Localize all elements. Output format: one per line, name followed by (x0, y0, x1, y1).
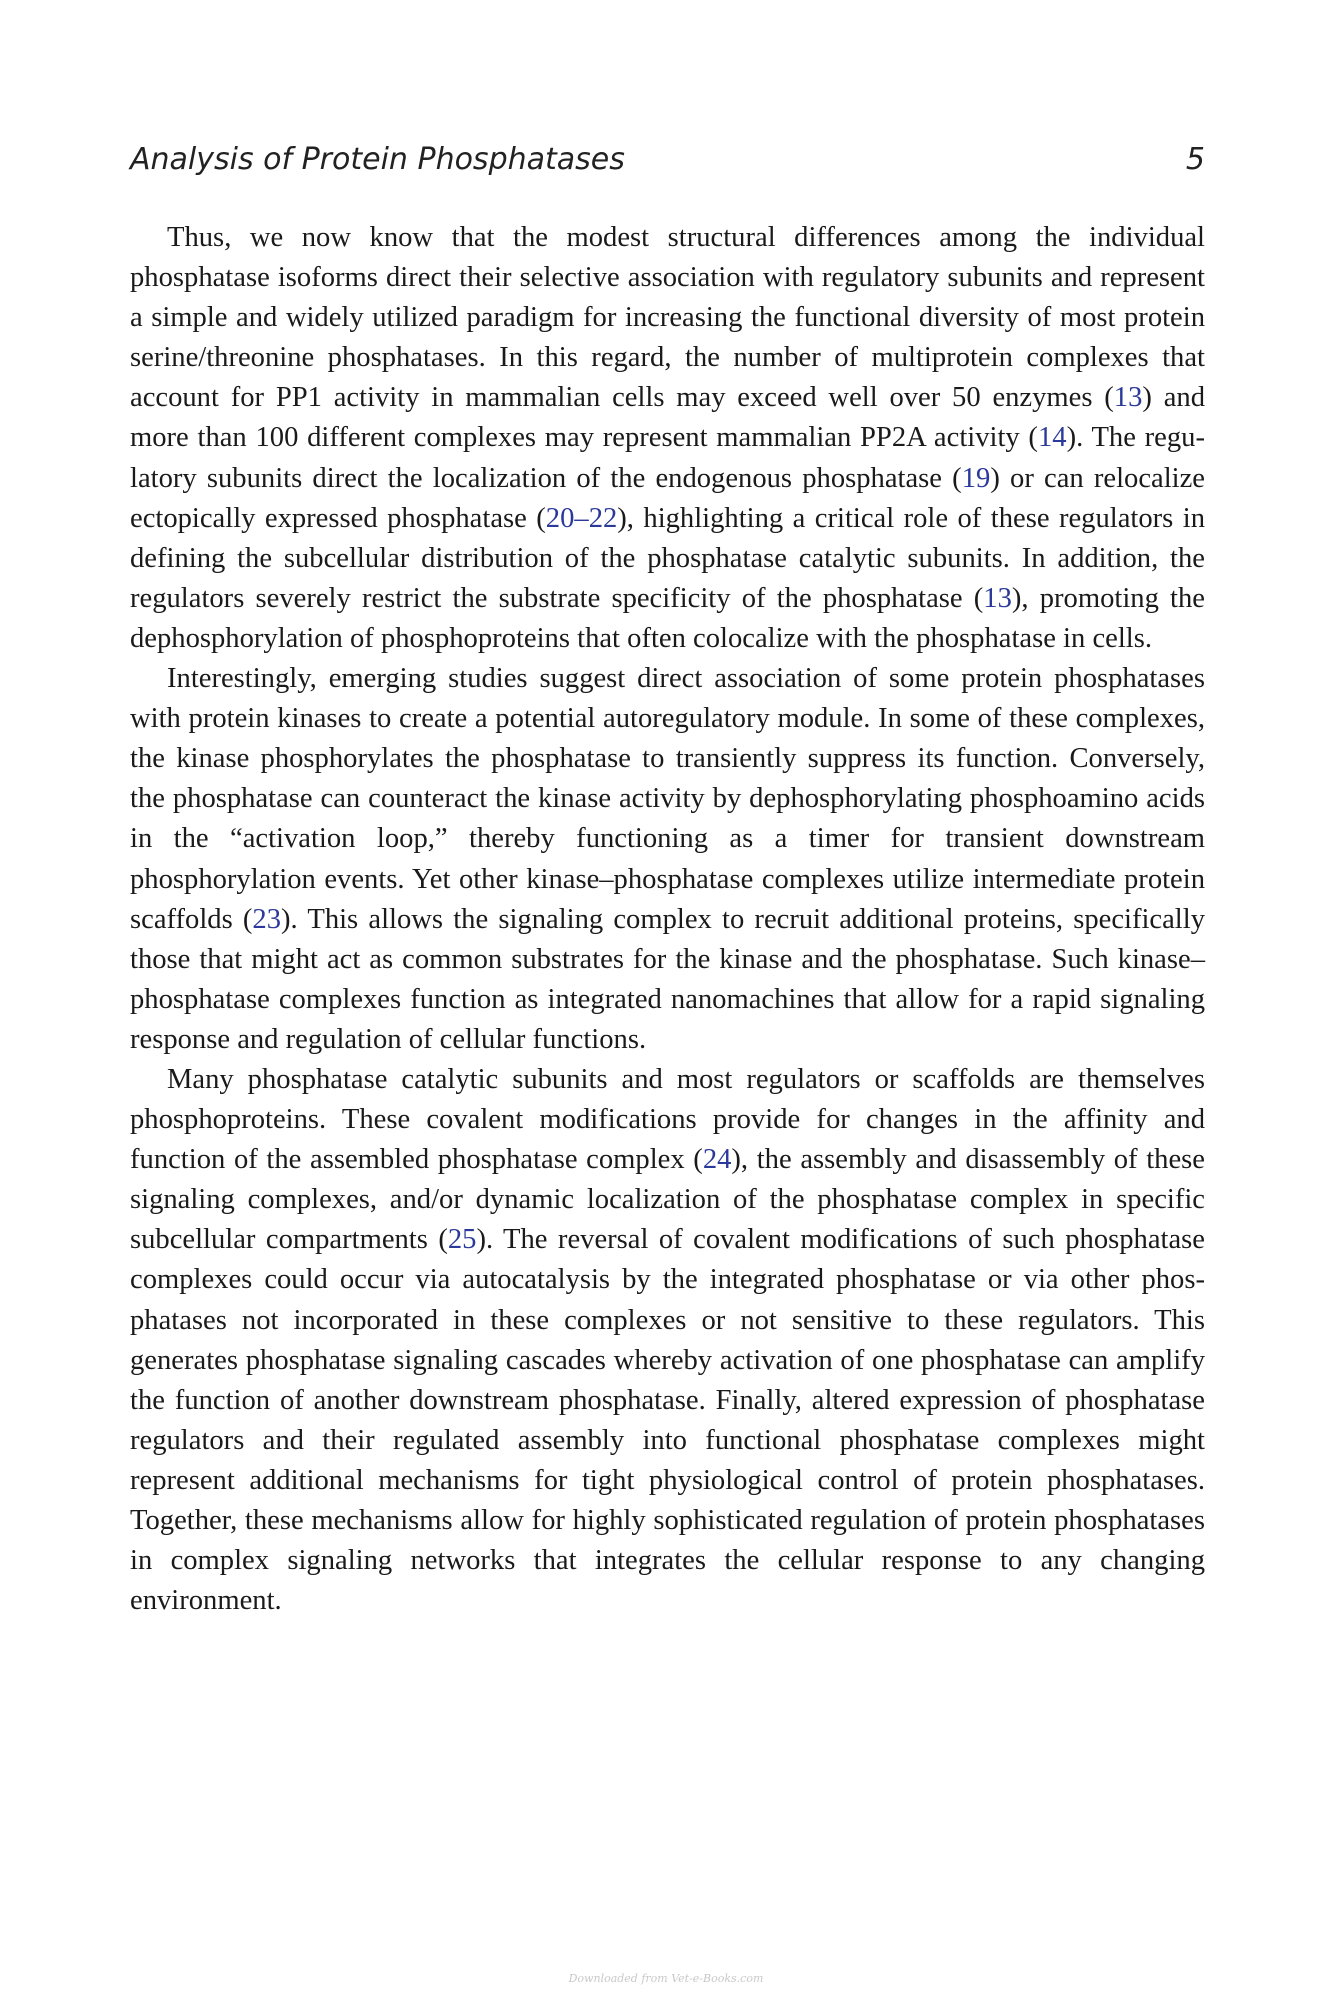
text-run: ). The reversal of covalent modifications of such phosphatase complexes could occur via autocatalysis by the integrated phosphatase or via other phosphatases not incorporated in these complexes or not sensitive to these regulators. This generates phosphatase signaling cascades whereby activation of one phosphatase can amplify the function of another downstream phosphatase. Finally, altered expression of phosphatase regulators and their regulated assembly into functional phosphatase complexes might represent additional mechanisms for tight physiological control of protein phosphatases. Together, these mechanisms allow for highly sophisticated regulation of protein phosphatases in complex signaling networks that integrates the cellular response to any changing environment. (130, 1224, 1205, 1617)
citation-link[interactable]: 19 (961, 462, 991, 494)
paragraph-3 (130, 1060, 1205, 1621)
page-number: 5 (1185, 142, 1205, 177)
text-run: ) and more than 100 different complexes may represent mammalian PP2A activity ( (130, 382, 1205, 454)
text-run: ) or can relocalize ectopically expressed phosphatase ( (130, 462, 1205, 534)
citation-link[interactable]: 20–22 (545, 502, 618, 534)
citation-link[interactable]: 13 (1113, 382, 1143, 414)
body-text (130, 218, 1205, 1621)
text-run: ), highlighting a critical role of these regulators in defining the subcellular distribution of the phosphatase catalytic subunits. In addition, the regulators severely restrict the substrate specificity of the phosphatase ( (130, 502, 1205, 614)
text-run: ), the assembly and disassembly of these signaling complexes, and/or dynamic localization of the phosphatase complex in specific subcellular compartments ( (130, 1144, 1205, 1256)
citation-link[interactable]: 25 (447, 1224, 477, 1256)
paragraph-2 (130, 659, 1205, 1060)
citation-link[interactable]: 24 (702, 1144, 732, 1176)
citation-link[interactable]: 14 (1037, 422, 1067, 454)
running-head (130, 142, 1205, 177)
running-head-title: Analysis of Protein Phosphatases (130, 142, 625, 177)
citation-link[interactable]: 23 (252, 903, 282, 935)
paragraph-1 (130, 218, 1205, 659)
text-run: Thus, we now know that the modest structural differences among the individual phosphatase isoforms direct their selective association with regulatory subunits and represent a simple and widely utilized paradigm for increasing the functional diversity of most protein serine/threonine phosphatases. In this regard, the number of multiprotein complexes that account for PP1 activity in mammalian cells may exceed well over 50 enzymes ( (130, 222, 1205, 414)
citation-link[interactable]: 13 (983, 582, 1012, 614)
watermark: Downloaded from Vet-e-Books.com (568, 1972, 764, 1985)
text-run: Many phosphatase catalytic subunits and most regulators or scaffolds are themselves phosphoproteins. These covalent modifications provide for changes in the affinity and function of the assembled phosphatase complex ( (130, 1063, 1205, 1176)
text-run: ). The regulatory subunits direct the localization of the endogenous phosphatase ( (130, 422, 1205, 494)
text-run: ), promoting the dephosphorylation of phosphoproteins that often colocalize with the phosphatase in cells. (130, 582, 1205, 654)
text-run: ). This allows the signaling complex to recruit additional proteins, specifically those that might act as common substrates for the kinase and the phosphatase. Such kinase–phosphatase complexes function as integrated nanomachines that allow for a rapid signaling response and regulation of cellular functions. (130, 903, 1205, 1055)
text-run: Interestingly, emerging studies suggest direct association of some protein phosphatases with protein kinases to create a potential autoregulatory module. In some of these complexes, the kinase phosphorylates the phosphatase to transiently suppress its function. Conversely, the phosphatase can counteract the kinase activity by dephosphorylating phosphoamino acids in the “activation loop,” thereby functioning as a timer for transient downstream phosphorylation events. Yet other kinase–phosphatase complexes utilize intermediate protein scaffolds ( (130, 663, 1205, 935)
